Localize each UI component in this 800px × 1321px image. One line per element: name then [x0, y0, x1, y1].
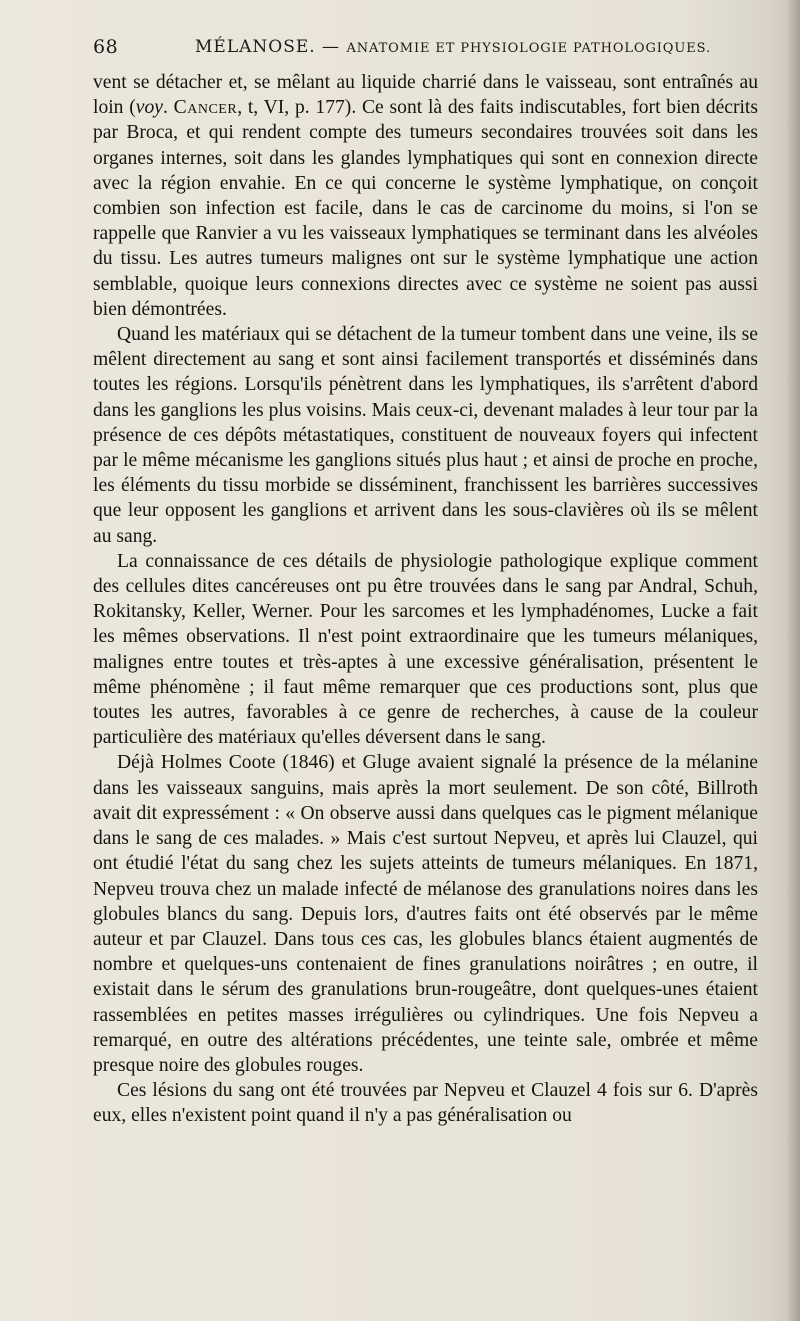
paragraph-5: Ces lésions du sang ont été trouvées par Nepveu et Clauzel 4 fois sur 6. D'après eux, elles n'existent point quand il n'y a pas généralisation ou: [93, 1080, 758, 1127]
page-edge-shadow: [786, 0, 800, 1321]
body-text: [93, 70, 758, 1129]
page-number: 68: [93, 36, 119, 58]
running-title: MÉLANOSE. —: [195, 37, 341, 57]
citation-voy: voy: [135, 97, 163, 119]
paragraph-3: La connaissance de ces détails de physiologie pathologique explique comment des cellules dites cancéreuses ont pu être trouvées dans le sang par Andral, Schuh, Rokitansky, Keller, Werner. Pour les sarcomes et les lymphadénomes, Lucke a fait les mêmes observations. Il n'est point extraordinaire que les tumeurs mélaniques, malignes entre toutes et très-aptes à une excessive généralisation, présentent le même phénomène ; il faut même remarquer que ces productions sont, plus que toutes les autres, favorables à ce genre de recherches, à cause de la couleur particulière des matériaux qu'elles déversent dans le sang.: [93, 550, 758, 749]
page-header: [93, 36, 763, 64]
paragraph-1-text-c: , t, VI, p. 177). Ce sont là des faits indiscutables, fort bien décrits par Broca, et qui rendent compte des tumeurs secondaires trouvées soit dans les organes internes, soit dans les glandes lymphatiques qui sont en connexion directe avec la région envahie. En ce qui concerne le système lymphatique, on conçoit combien son infection est facile, dans le cas de carcinome du moins, si l'on se rappelle que Ranvier a vu les vaisseaux lymphatiques se terminant dans les alvéoles du tissu. Les autres tumeurs malignes ont sur le système lymphatique une action semblable, quoique leurs connexions directes avec ce système ne soient pas aussi bien démontrées.: [93, 97, 759, 320]
citation-cancer: Cancer: [173, 97, 238, 119]
running-head: [195, 37, 711, 57]
paragraph-1-text-b: .: [162, 97, 174, 119]
paragraph-2: Quand les matériaux qui se détachent de la tumeur tombent dans une veine, ils se mêlent directement au sang et sont ainsi facilement transportés et disséminés dans toutes les régions. Lorsqu'ils pénètrent dans les lymphatiques, ils s'arrêtent d'abord dans les ganglions les plus voisins. Mais ceux-ci, devenant malades à leur tour par la présence de ces dépôts métastatiques, constituent de nouveaux foyers qui infectent par le même mécanisme les ganglions situés plus haut ; et ainsi de proche en proche, les éléments du tissu morbide se disséminent, franchissent les barrières successives que leur opposent les ganglions et arrivent dans les sous-clavières où ils se mêlent au sang.: [93, 324, 758, 547]
paragraph-1: [93, 70, 758, 322]
running-subtitle: ANATOMIE ET PHYSIOLOGIE PATHOLOGIQUES.: [346, 41, 711, 56]
paragraph-1-text-a: vent se détacher et, se mêlant au liquide charrié dans le vaisseau, sont entraînés au loin (: [93, 72, 758, 119]
paragraph-4: Déjà Holmes Coote (1846) et Gluge avaient signalé la présence de la mélanine dans les vaisseaux sanguins, mais après la mort seulement. De son côté, Billroth avait dit expressément : « On observe aussi dans quelques cas le pigment mélanique dans le sang de ces malades. » Mais c'est surtout Nepveu, et après lui Clauzel, qui ont étudié l'état du sang chez les sujets atteints de tumeurs mélaniques. En 1871, Nepveu trouva chez un malade infecté de mélanose des granulations noires dans les globules blancs du sang. Depuis lors, d'autres faits ont été observés par le même auteur et par Clauzel. Dans tous ces cas, les globules blancs étaient augmentés de nombre et quelques-uns contenaient de fines granulations noirâtres ; en outre, il existait dans le sérum des granulations brun-rougeâtre, dont quelques-unes étaient rassemblées en petites masses irrégulières ou cylindriques. Une fois Nepveu a remarqué, en outre des altérations précédentes, une teinte sale, ombrée et même presque noire des globules rouges.: [93, 752, 758, 1076]
